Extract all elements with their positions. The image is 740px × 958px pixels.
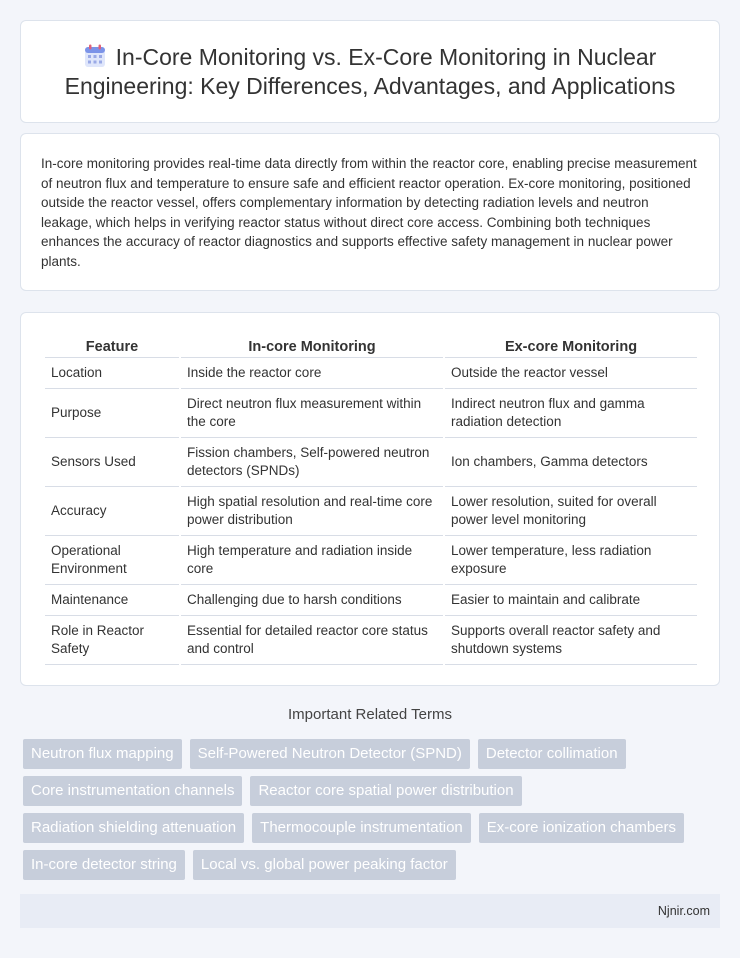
term-tag[interactable]: Reactor core spatial power distribution [250,776,521,806]
ex-core-cell: Indirect neutron flux and gamma radiation detection [445,389,697,438]
term-tag[interactable]: In-core detector string [23,850,185,880]
table-row [45,389,697,438]
term-tag[interactable]: Core instrumentation channels [23,776,242,806]
table-header-row [45,331,697,358]
page-title-text: In-Core Monitoring vs. Ex-Core Monitoring in Nuclear Engineering: Key Differences, Advantages, and Applications [64,43,676,99]
term-tag[interactable]: Self-Powered Neutron Detector (SPND) [190,739,470,769]
term-tag[interactable]: Local vs. global power peaking factor [193,850,456,880]
header-feature: Feature [45,331,179,358]
in-core-cell: Direct neutron flux measurement within the core [181,389,443,438]
feature-cell: Operational Environment [45,536,179,585]
in-core-cell: Fission chambers, Self-powered neutron detectors (SPNDs) [181,438,443,487]
term-tag[interactable]: Radiation shielding attenuation [23,813,244,843]
feature-cell: Location [45,358,179,389]
header-in-core: In-core Monitoring [181,331,443,358]
comparison-table-card [20,312,720,686]
term-tag[interactable]: Thermocouple instrumentation [252,813,471,843]
feature-cell: Sensors Used [45,438,179,487]
feature-cell: Purpose [45,389,179,438]
ex-core-cell: Outside the reactor vessel [445,358,697,389]
header-ex-core: Ex-core Monitoring [445,331,697,358]
term-tag[interactable]: Detector collimation [478,739,626,769]
related-terms-list [23,739,723,887]
title-card [20,20,720,123]
page-title [40,43,700,101]
table-row [45,616,697,665]
table-row [45,358,697,389]
feature-cell: Maintenance [45,585,179,616]
table-row [45,438,697,487]
summary-card [20,133,720,291]
in-core-cell: Challenging due to harsh conditions [181,585,443,616]
ex-core-cell: Lower temperature, less radiation exposure [445,536,697,585]
ex-core-cell: Supports overall reactor safety and shutdown systems [445,616,697,665]
in-core-cell: High temperature and radiation inside core [181,536,443,585]
ex-core-cell: Easier to maintain and calibrate [445,585,697,616]
footer-site-link[interactable]: Njnir.com [657,904,710,918]
in-core-cell: High spatial resolution and real-time core power distribution [181,487,443,536]
ex-core-cell: Ion chambers, Gamma detectors [445,438,697,487]
table-row [45,585,697,616]
term-tag[interactable]: Ex-core ionization chambers [479,813,684,843]
calendar-grid-icon [84,44,106,68]
table-row [45,536,697,585]
in-core-cell: Essential for detailed reactor core status and control [181,616,443,665]
feature-cell: Role in Reactor Safety [45,616,179,665]
summary-text: In-core monitoring provides real-time data directly from within the reactor core, enabling precise measurement of neutron flux and temperature to ensure safe and efficient reactor operation. Ex-core monitoring, positioned outside the reactor vessel, offers complementary information by detecting radiation levels and neutron leakage, which helps in verifying reactor status without direct core access. Combining both techniques enhances the accuracy of reactor diagnostics and supports effective safety management in nuclear power plants. [41,156,697,269]
table-row [45,487,697,536]
related-terms-heading: Important Related Terms [288,706,452,723]
footer [20,894,720,928]
term-tag[interactable]: Neutron flux mapping [23,739,182,769]
feature-cell: Accuracy [45,487,179,536]
comparison-table [43,331,699,665]
in-core-cell: Inside the reactor core [181,358,443,389]
ex-core-cell: Lower resolution, suited for overall power level monitoring [445,487,697,536]
